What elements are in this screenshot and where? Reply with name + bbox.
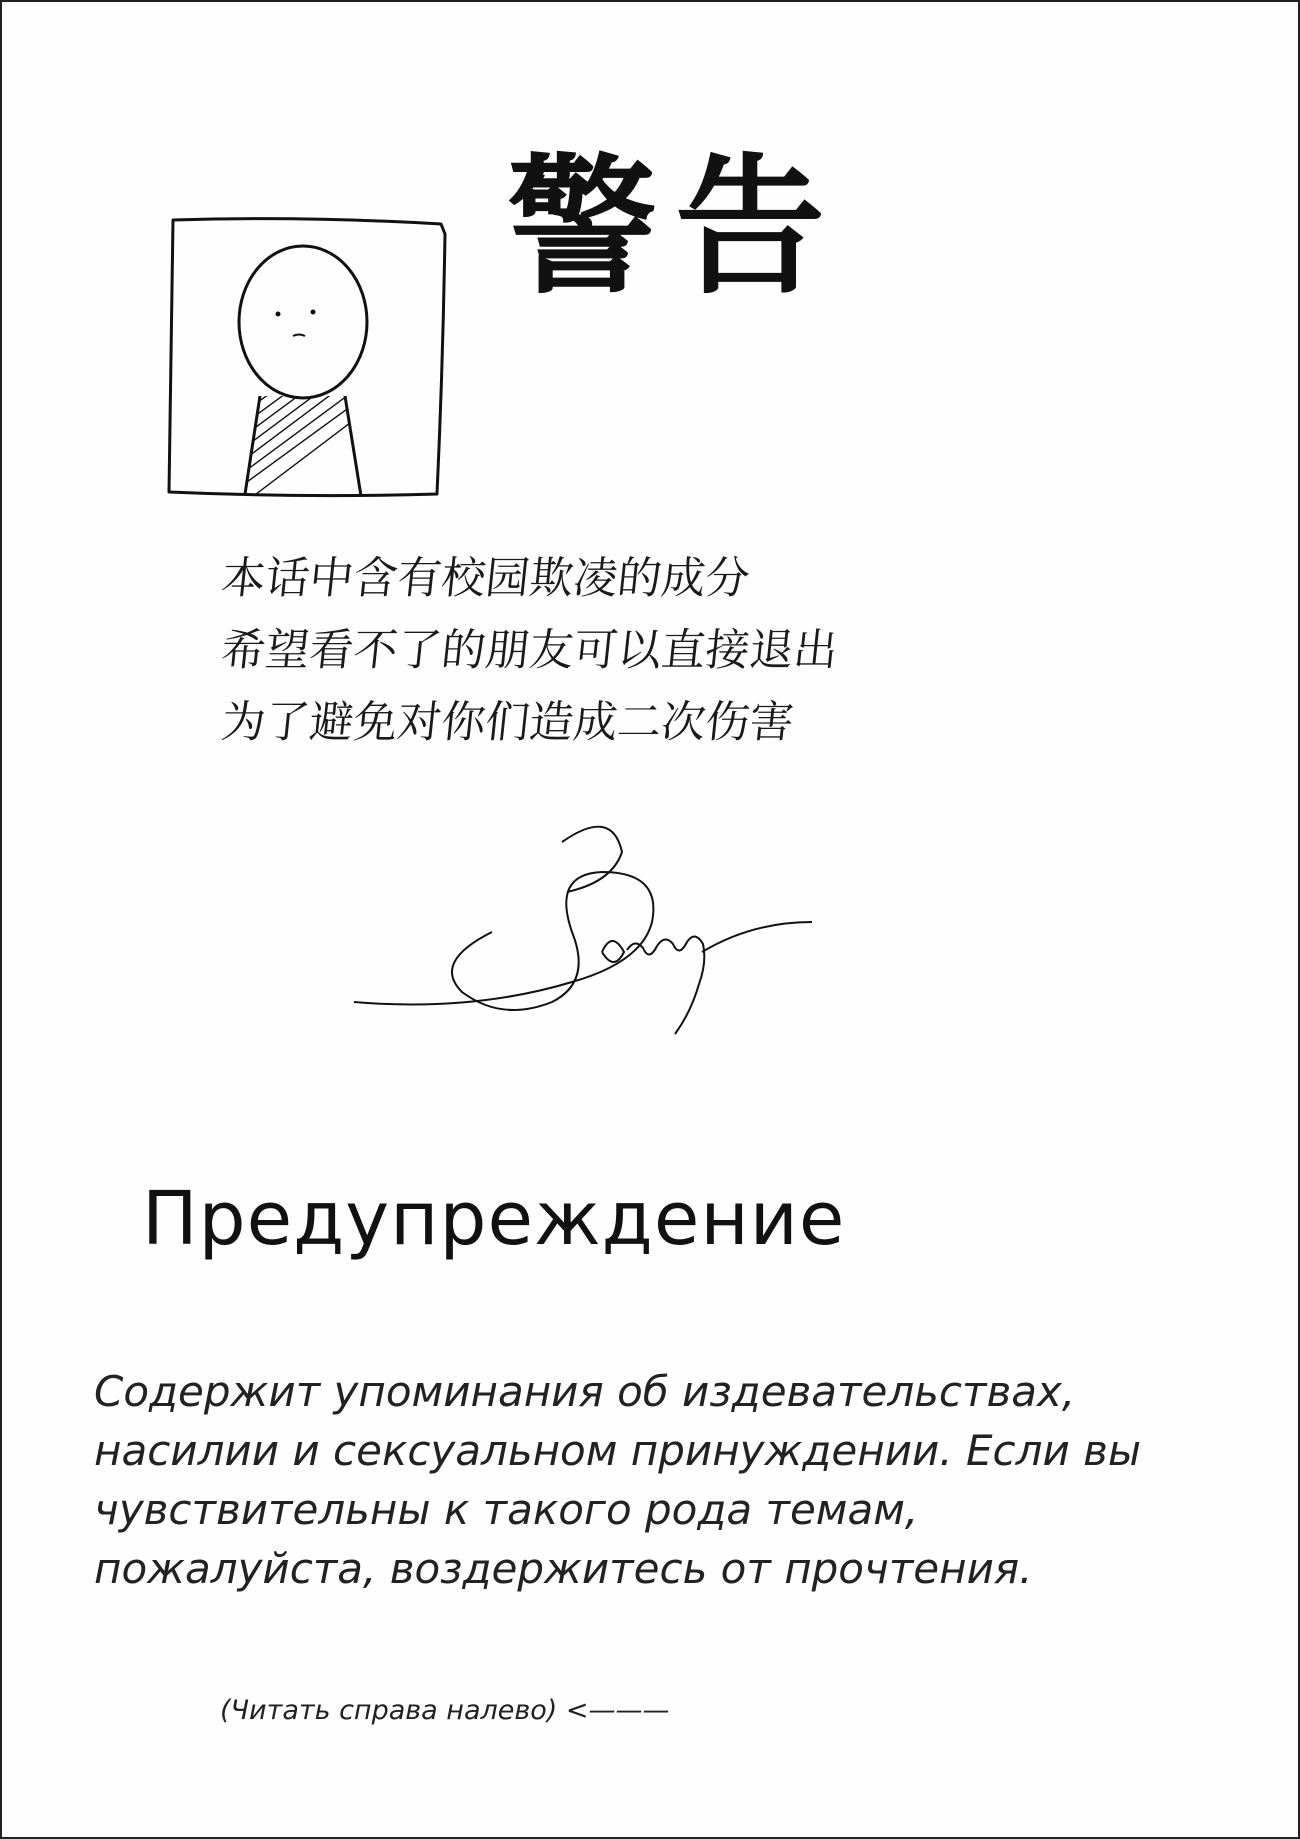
warning-body [94, 1362, 1214, 1598]
chinese-notice [218, 553, 841, 773]
notice-line: 为了避免对你们造成二次伤害 [218, 697, 797, 748]
warning-line: насилии и сексуальном принуждении. Если вы [94, 1426, 1142, 1475]
warning-line: пожалуйста, воздержитесь от прочтения. [94, 1544, 1033, 1593]
warning-title: Предупреждение [142, 1176, 846, 1262]
notice-line: 希望看不了的朋友可以直接退出 [218, 625, 841, 676]
warning-line: Содержит упоминания об издевательствах, [94, 1367, 1076, 1416]
warning-line: чувствительны к такого рода темам, [94, 1485, 919, 1534]
person-sketch-icon [165, 214, 447, 499]
sorry-signature-icon [352, 812, 832, 1042]
read-direction-note: (Читать справа налево) <——— [220, 1695, 670, 1726]
notice-line: 本话中含有校园欺凌的成分 [218, 553, 753, 604]
page-title: 警告 [507, 139, 844, 315]
